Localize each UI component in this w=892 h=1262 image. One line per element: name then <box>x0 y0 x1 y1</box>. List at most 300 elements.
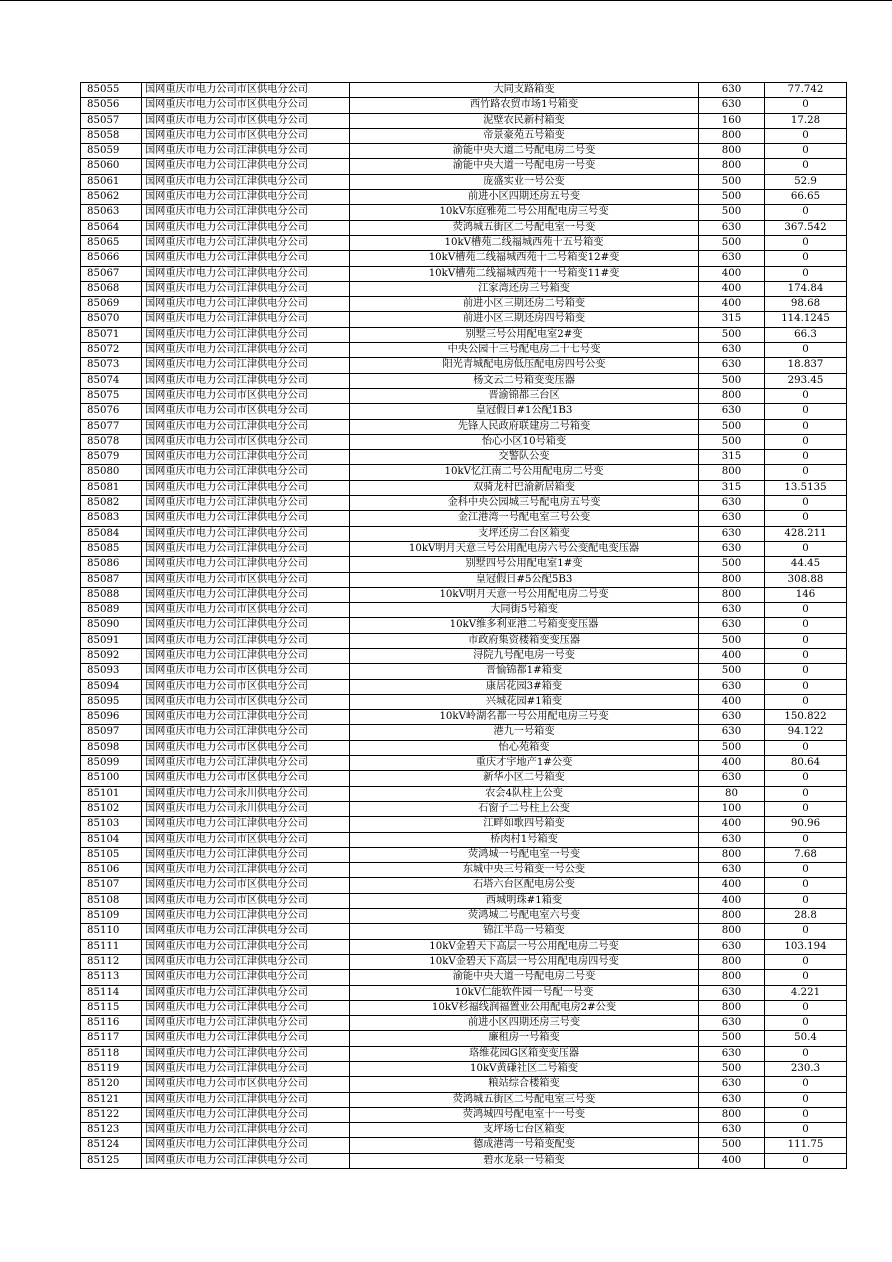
value-cell: 0 <box>765 801 847 816</box>
company-cell: 国网重庆市电力公司市区供电分公司 <box>142 1077 350 1092</box>
row-id-cell: 85070 <box>81 312 142 327</box>
value-cell: 150.822 <box>765 710 847 725</box>
transformer-name-cell: 碧水龙泉一号箱变 <box>350 1153 699 1168</box>
capacity-cell: 400 <box>699 1153 765 1168</box>
value-cell: 0 <box>765 924 847 939</box>
row-id-cell: 85086 <box>81 557 142 572</box>
capacity-cell: 800 <box>699 128 765 143</box>
company-cell: 国网重庆市电力公司江津供电分公司 <box>142 1062 350 1077</box>
transformer-name-cell: 10kV黄磏社区二号箱变 <box>350 1062 699 1077</box>
table-row <box>81 786 847 801</box>
company-cell: 国网重庆市电力公司江津供电分公司 <box>142 909 350 924</box>
company-cell: 国网重庆市电力公司江津供电分公司 <box>142 159 350 174</box>
value-cell: 0 <box>765 159 847 174</box>
company-cell: 国网重庆市电力公司江津供电分公司 <box>142 1046 350 1061</box>
value-cell: 0 <box>765 740 847 755</box>
capacity-cell: 630 <box>699 832 765 847</box>
capacity-cell: 315 <box>699 480 765 495</box>
row-id-cell: 85090 <box>81 618 142 633</box>
transformer-name-cell: 10kV金碧天下高层一号公用配电房二号变 <box>350 939 699 954</box>
value-cell: 0 <box>765 832 847 847</box>
value-cell: 0 <box>765 251 847 266</box>
capacity-cell: 500 <box>699 1062 765 1077</box>
transformer-name-cell: 10kV岭湖名都一号公用配电房三号变 <box>350 710 699 725</box>
company-cell: 国网重庆市电力公司市区供电分公司 <box>142 83 350 98</box>
company-cell: 国网重庆市电力公司江津供电分公司 <box>142 1153 350 1168</box>
value-cell: 0 <box>765 144 847 159</box>
value-cell: 0 <box>765 1077 847 1092</box>
value-cell: 0 <box>765 603 847 618</box>
row-id-cell: 85082 <box>81 496 142 511</box>
row-id-cell: 85120 <box>81 1077 142 1092</box>
transformer-name-cell: 支坪还房二台区箱变 <box>350 526 699 541</box>
transformer-name-cell: 皇冠假日#1公配1B3 <box>350 404 699 419</box>
capacity-cell: 630 <box>699 939 765 954</box>
transformer-name-cell: 10kV维多利亚港二号箱变变压器 <box>350 618 699 633</box>
capacity-cell: 630 <box>699 679 765 694</box>
transformer-name-cell: 金江港湾一号配电室三号公变 <box>350 511 699 526</box>
transformer-name-cell: 10kV槽苑二线福城西苑十五号箱变 <box>350 235 699 250</box>
company-cell: 国网重庆市电力公司江津供电分公司 <box>142 205 350 220</box>
capacity-cell: 630 <box>699 1077 765 1092</box>
value-cell: 94.122 <box>765 725 847 740</box>
capacity-cell: 400 <box>699 694 765 709</box>
table-row <box>81 756 847 771</box>
row-id-cell: 85055 <box>81 83 142 98</box>
value-cell: 0 <box>765 618 847 633</box>
table-row <box>81 664 847 679</box>
table-row <box>81 679 847 694</box>
value-cell: 0 <box>765 388 847 403</box>
value-cell: 17.28 <box>765 113 847 128</box>
value-cell: 0 <box>765 266 847 281</box>
capacity-cell: 500 <box>699 373 765 388</box>
value-cell: 0 <box>765 878 847 893</box>
company-cell: 国网重庆市电力公司江津供电分公司 <box>142 939 350 954</box>
company-cell: 国网重庆市电力公司江津供电分公司 <box>142 511 350 526</box>
transformer-name-cell: 大同街5号箱变 <box>350 603 699 618</box>
transformer-name-cell: 10kV明月天意三号公用配电房六号公变配电变压器 <box>350 541 699 556</box>
transformer-name-cell: 支坪场七台区箱变 <box>350 1123 699 1138</box>
row-id-cell: 85083 <box>81 511 142 526</box>
capacity-cell: 400 <box>699 297 765 312</box>
row-id-cell: 85095 <box>81 694 142 709</box>
row-id-cell: 85091 <box>81 633 142 648</box>
capacity-cell: 400 <box>699 893 765 908</box>
table-row <box>81 98 847 113</box>
table-row <box>81 587 847 602</box>
value-cell: 308.88 <box>765 572 847 587</box>
company-cell: 国网重庆市电力公司江津供电分公司 <box>142 924 350 939</box>
value-cell: 0 <box>765 863 847 878</box>
transformer-name-cell: 渝能中央大道二号配电房二号变 <box>350 144 699 159</box>
value-cell: 0 <box>765 771 847 786</box>
table-row <box>81 725 847 740</box>
capacity-cell: 500 <box>699 633 765 648</box>
capacity-cell: 100 <box>699 801 765 816</box>
transformer-name-cell: 荧鸿城二号配电室六号变 <box>350 909 699 924</box>
transformer-name-cell: 西城明珠#1箱变 <box>350 893 699 908</box>
table-row <box>81 924 847 939</box>
value-cell: 18.837 <box>765 358 847 373</box>
value-cell: 0 <box>765 541 847 556</box>
transformer-name-cell: 江畔如歌四号箱变 <box>350 817 699 832</box>
table-row <box>81 190 847 205</box>
row-id-cell: 85074 <box>81 373 142 388</box>
transformer-name-cell: 10kV金碧天下高层一号公用配电房四号变 <box>350 954 699 969</box>
company-cell: 国网重庆市电力公司市区供电分公司 <box>142 572 350 587</box>
transformer-name-cell: 中央公园十三号配电房二十七号变 <box>350 343 699 358</box>
capacity-cell: 800 <box>699 572 765 587</box>
row-id-cell: 85098 <box>81 740 142 755</box>
capacity-cell: 500 <box>699 434 765 449</box>
value-cell: 230.3 <box>765 1062 847 1077</box>
table-row <box>81 1062 847 1077</box>
transformer-name-cell: 石窗子二号柱上公变 <box>350 801 699 816</box>
capacity-cell: 800 <box>699 1107 765 1122</box>
company-cell: 国网重庆市电力公司江津供电分公司 <box>142 1138 350 1153</box>
table-row <box>81 863 847 878</box>
transformer-name-cell: 泥壁农民新村箱变 <box>350 113 699 128</box>
row-id-cell: 85113 <box>81 970 142 985</box>
table-row <box>81 251 847 266</box>
table-row <box>81 434 847 449</box>
table-row <box>81 297 847 312</box>
transformer-name-cell: 市政府集资楼箱变变压器 <box>350 633 699 648</box>
transformer-name-cell: 珞维花园G区箱变变压器 <box>350 1046 699 1061</box>
table-row <box>81 648 847 663</box>
capacity-cell: 800 <box>699 847 765 862</box>
company-cell: 国网重庆市电力公司江津供电分公司 <box>142 633 350 648</box>
table-row <box>81 817 847 832</box>
table-row <box>81 128 847 143</box>
table-row <box>81 419 847 434</box>
value-cell: 0 <box>765 664 847 679</box>
transformer-name-cell: 皇冠假日#5公配5B3 <box>350 572 699 587</box>
table-row <box>81 174 847 189</box>
capacity-cell: 500 <box>699 1138 765 1153</box>
capacity-cell: 800 <box>699 587 765 602</box>
transformer-name-cell: 石塔六台区配电房公变 <box>350 878 699 893</box>
capacity-cell: 630 <box>699 603 765 618</box>
company-cell: 国网重庆市电力公司江津供电分公司 <box>142 297 350 312</box>
table-row <box>81 970 847 985</box>
capacity-cell: 630 <box>699 725 765 740</box>
transformer-name-cell: 荧鸿城五街区二号配电室一号变 <box>350 220 699 235</box>
company-cell: 国网重庆市电力公司市区供电分公司 <box>142 771 350 786</box>
table-row <box>81 954 847 969</box>
table-row <box>81 710 847 725</box>
value-cell: 0 <box>765 1000 847 1015</box>
company-cell: 国网重庆市电力公司江津供电分公司 <box>142 970 350 985</box>
company-cell: 国网重庆市电力公司市区供电分公司 <box>142 434 350 449</box>
row-id-cell: 85125 <box>81 1153 142 1168</box>
company-cell: 国网重庆市电力公司永川供电分公司 <box>142 801 350 816</box>
row-id-cell: 85063 <box>81 205 142 220</box>
capacity-cell: 630 <box>699 343 765 358</box>
value-cell: 103.194 <box>765 939 847 954</box>
table-row <box>81 771 847 786</box>
value-cell: 428.211 <box>765 526 847 541</box>
transformer-name-cell: 锦江半岛一号箱变 <box>350 924 699 939</box>
company-cell: 国网重庆市电力公司江津供电分公司 <box>142 251 350 266</box>
capacity-cell: 630 <box>699 985 765 1000</box>
capacity-cell: 630 <box>699 1046 765 1061</box>
value-cell: 367.542 <box>765 220 847 235</box>
capacity-cell: 500 <box>699 205 765 220</box>
row-id-cell: 85087 <box>81 572 142 587</box>
capacity-cell: 800 <box>699 465 765 480</box>
company-cell: 国网重庆市电力公司市区供电分公司 <box>142 404 350 419</box>
row-id-cell: 85099 <box>81 756 142 771</box>
company-cell: 国网重庆市电力公司江津供电分公司 <box>142 1092 350 1107</box>
company-cell: 国网重庆市电力公司江津供电分公司 <box>142 480 350 495</box>
row-id-cell: 85124 <box>81 1138 142 1153</box>
transformer-name-cell: 康居花园3#箱变 <box>350 679 699 694</box>
company-cell: 国网重庆市电力公司市区供电分公司 <box>142 98 350 113</box>
transformer-name-cell: 10kV忆江南二号公用配电房二号变 <box>350 465 699 480</box>
row-id-cell: 85100 <box>81 771 142 786</box>
table-row <box>81 878 847 893</box>
company-cell: 国网重庆市电力公司江津供电分公司 <box>142 144 350 159</box>
table-row <box>81 985 847 1000</box>
value-cell: 0 <box>765 434 847 449</box>
company-cell: 国网重庆市电力公司市区供电分公司 <box>142 878 350 893</box>
table-row <box>81 1138 847 1153</box>
company-cell: 国网重庆市电力公司江津供电分公司 <box>142 1107 350 1122</box>
value-cell: 0 <box>765 1046 847 1061</box>
row-id-cell: 85102 <box>81 801 142 816</box>
capacity-cell: 800 <box>699 159 765 174</box>
transformer-name-cell: 10kV槽苑二线福城西苑十一号箱变11#变 <box>350 266 699 281</box>
capacity-cell: 500 <box>699 664 765 679</box>
capacity-cell: 800 <box>699 388 765 403</box>
capacity-cell: 400 <box>699 648 765 663</box>
transformer-name-cell: 怡心小区10号箱变 <box>350 434 699 449</box>
capacity-cell: 630 <box>699 1016 765 1031</box>
table-row <box>81 312 847 327</box>
table-row <box>81 235 847 250</box>
value-cell: 66.3 <box>765 327 847 342</box>
capacity-cell: 630 <box>699 404 765 419</box>
company-cell: 国网重庆市电力公司江津供电分公司 <box>142 419 350 434</box>
value-cell: 0 <box>765 496 847 511</box>
company-cell: 国网重庆市电力公司江津供电分公司 <box>142 954 350 969</box>
row-id-cell: 85077 <box>81 419 142 434</box>
row-id-cell: 85065 <box>81 235 142 250</box>
company-cell: 国网重庆市电力公司江津供电分公司 <box>142 465 350 480</box>
table-row <box>81 557 847 572</box>
company-cell: 国网重庆市电力公司江津供电分公司 <box>142 985 350 1000</box>
transformer-name-cell: 10kV东庭雅苑二号公用配电房三号变 <box>350 205 699 220</box>
transformer-name-cell: 德成港湾一号箱变配变 <box>350 1138 699 1153</box>
row-id-cell: 85084 <box>81 526 142 541</box>
value-cell: 0 <box>765 954 847 969</box>
row-id-cell: 85088 <box>81 587 142 602</box>
value-cell: 0 <box>765 450 847 465</box>
company-cell: 国网重庆市电力公司江津供电分公司 <box>142 235 350 250</box>
transformer-name-cell: 10kV槽苑二线福城西苑十二号箱变12#变 <box>350 251 699 266</box>
table-row <box>81 1123 847 1138</box>
row-id-cell: 85064 <box>81 220 142 235</box>
transformer-name-cell: 别墅四号公用配电室1#变 <box>350 557 699 572</box>
capacity-cell: 400 <box>699 878 765 893</box>
capacity-cell: 630 <box>699 863 765 878</box>
row-id-cell: 85078 <box>81 434 142 449</box>
company-cell: 国网重庆市电力公司江津供电分公司 <box>142 373 350 388</box>
capacity-cell: 800 <box>699 144 765 159</box>
table-body <box>81 83 847 1169</box>
transformer-name-cell: 前进小区四期还房三号变 <box>350 1016 699 1031</box>
capacity-cell: 630 <box>699 496 765 511</box>
table-row <box>81 1107 847 1122</box>
transformer-name-cell: 新华小区二号箱变 <box>350 771 699 786</box>
capacity-cell: 630 <box>699 98 765 113</box>
transformer-name-cell: 浔院九号配电房一号变 <box>350 648 699 663</box>
value-cell: 0 <box>765 98 847 113</box>
capacity-cell: 630 <box>699 1092 765 1107</box>
row-id-cell: 85123 <box>81 1123 142 1138</box>
table-row <box>81 740 847 755</box>
value-cell: 111.75 <box>765 1138 847 1153</box>
capacity-cell: 500 <box>699 740 765 755</box>
row-id-cell: 85056 <box>81 98 142 113</box>
table-row <box>81 220 847 235</box>
transformer-name-cell: 别墅三号公用配电室2#变 <box>350 327 699 342</box>
value-cell: 44.45 <box>765 557 847 572</box>
table-row <box>81 893 847 908</box>
row-id-cell: 85058 <box>81 128 142 143</box>
capacity-cell: 400 <box>699 756 765 771</box>
capacity-cell: 500 <box>699 174 765 189</box>
capacity-cell: 315 <box>699 450 765 465</box>
table-row <box>81 1016 847 1031</box>
table-row <box>81 801 847 816</box>
value-cell: 0 <box>765 786 847 801</box>
value-cell: 0 <box>765 343 847 358</box>
value-cell: 0 <box>765 970 847 985</box>
transformer-name-cell: 江家湾还房三号箱变 <box>350 281 699 296</box>
transformer-name-cell: 晋渝锦都三台区 <box>350 388 699 403</box>
table-row <box>81 205 847 220</box>
transformer-name-cell: 双骑龙村巴渝新居箱变 <box>350 480 699 495</box>
table-row <box>81 694 847 709</box>
company-cell: 国网重庆市电力公司江津供电分公司 <box>142 817 350 832</box>
capacity-cell: 400 <box>699 817 765 832</box>
row-id-cell: 85107 <box>81 878 142 893</box>
transformer-name-cell: 前进小区四期还房五号变 <box>350 190 699 205</box>
top-border-line <box>0 0 892 1</box>
row-id-cell: 85116 <box>81 1016 142 1031</box>
table-row <box>81 541 847 556</box>
transformer-name-cell: 怡心苑箱变 <box>350 740 699 755</box>
transformer-name-cell: 农会4队柱上公变 <box>350 786 699 801</box>
capacity-cell: 500 <box>699 327 765 342</box>
value-cell: 0 <box>765 633 847 648</box>
company-cell: 国网重庆市电力公司江津供电分公司 <box>142 756 350 771</box>
company-cell: 国网重庆市电力公司江津供电分公司 <box>142 343 350 358</box>
company-cell: 国网重庆市电力公司江津供电分公司 <box>142 587 350 602</box>
company-cell: 国网重庆市电力公司江津供电分公司 <box>142 710 350 725</box>
capacity-cell: 800 <box>699 924 765 939</box>
value-cell: 0 <box>765 511 847 526</box>
capacity-cell: 630 <box>699 511 765 526</box>
row-id-cell: 85103 <box>81 817 142 832</box>
value-cell: 0 <box>765 1092 847 1107</box>
transformer-name-cell: 交警队公变 <box>350 450 699 465</box>
table-row <box>81 450 847 465</box>
capacity-cell: 630 <box>699 1123 765 1138</box>
capacity-cell: 630 <box>699 220 765 235</box>
company-cell: 国网重庆市电力公司江津供电分公司 <box>142 190 350 205</box>
value-cell: 90.96 <box>765 817 847 832</box>
table-row <box>81 480 847 495</box>
value-cell: 0 <box>765 205 847 220</box>
capacity-cell: 315 <box>699 312 765 327</box>
value-cell: 0 <box>765 1016 847 1031</box>
company-cell: 国网重庆市电力公司市区供电分公司 <box>142 694 350 709</box>
value-cell: 0 <box>765 128 847 143</box>
row-id-cell: 85062 <box>81 190 142 205</box>
capacity-cell: 500 <box>699 190 765 205</box>
transformer-name-cell: 西竹路农贸市场1号箱变 <box>350 98 699 113</box>
row-id-cell: 85076 <box>81 404 142 419</box>
table-row <box>81 603 847 618</box>
row-id-cell: 85114 <box>81 985 142 1000</box>
transformer-name-cell: 前进小区三期还房四号箱变 <box>350 312 699 327</box>
transformer-name-cell: 荧鸿城四号配电室十一号变 <box>350 1107 699 1122</box>
value-cell: 66.65 <box>765 190 847 205</box>
transformer-name-cell: 庞盛实业一号公变 <box>350 174 699 189</box>
company-cell: 国网重庆市电力公司江津供电分公司 <box>142 541 350 556</box>
row-id-cell: 85121 <box>81 1092 142 1107</box>
row-id-cell: 85101 <box>81 786 142 801</box>
table-row <box>81 526 847 541</box>
capacity-cell: 630 <box>699 710 765 725</box>
transformer-name-cell: 10kV杉福线润福置业公用配电房2#公变 <box>350 1000 699 1015</box>
table-row <box>81 327 847 342</box>
company-cell: 国网重庆市电力公司江津供电分公司 <box>142 496 350 511</box>
value-cell: 293.45 <box>765 373 847 388</box>
company-cell: 国网重庆市电力公司江津供电分公司 <box>142 327 350 342</box>
capacity-cell: 630 <box>699 526 765 541</box>
capacity-cell: 800 <box>699 970 765 985</box>
company-cell: 国网重庆市电力公司市区供电分公司 <box>142 113 350 128</box>
value-cell: 77.742 <box>765 83 847 98</box>
transformer-name-cell: 东城中央三号箱变一号公变 <box>350 863 699 878</box>
table-row <box>81 266 847 281</box>
row-id-cell: 85109 <box>81 909 142 924</box>
row-id-cell: 85080 <box>81 465 142 480</box>
capacity-cell: 80 <box>699 786 765 801</box>
row-id-cell: 85061 <box>81 174 142 189</box>
value-cell: 0 <box>765 679 847 694</box>
value-cell: 174.84 <box>765 281 847 296</box>
row-id-cell: 85093 <box>81 664 142 679</box>
value-cell: 114.1245 <box>765 312 847 327</box>
row-id-cell: 85104 <box>81 832 142 847</box>
company-cell: 国网重庆市电力公司江津供电分公司 <box>142 648 350 663</box>
table-row <box>81 388 847 403</box>
company-cell: 国网重庆市电力公司江津供电分公司 <box>142 557 350 572</box>
table-row <box>81 618 847 633</box>
capacity-cell: 630 <box>699 541 765 556</box>
table-row <box>81 633 847 648</box>
capacity-cell: 500 <box>699 1031 765 1046</box>
row-id-cell: 85060 <box>81 159 142 174</box>
transformer-name-cell: 渝能中央大道一号配电房一号变 <box>350 159 699 174</box>
row-id-cell: 85067 <box>81 266 142 281</box>
